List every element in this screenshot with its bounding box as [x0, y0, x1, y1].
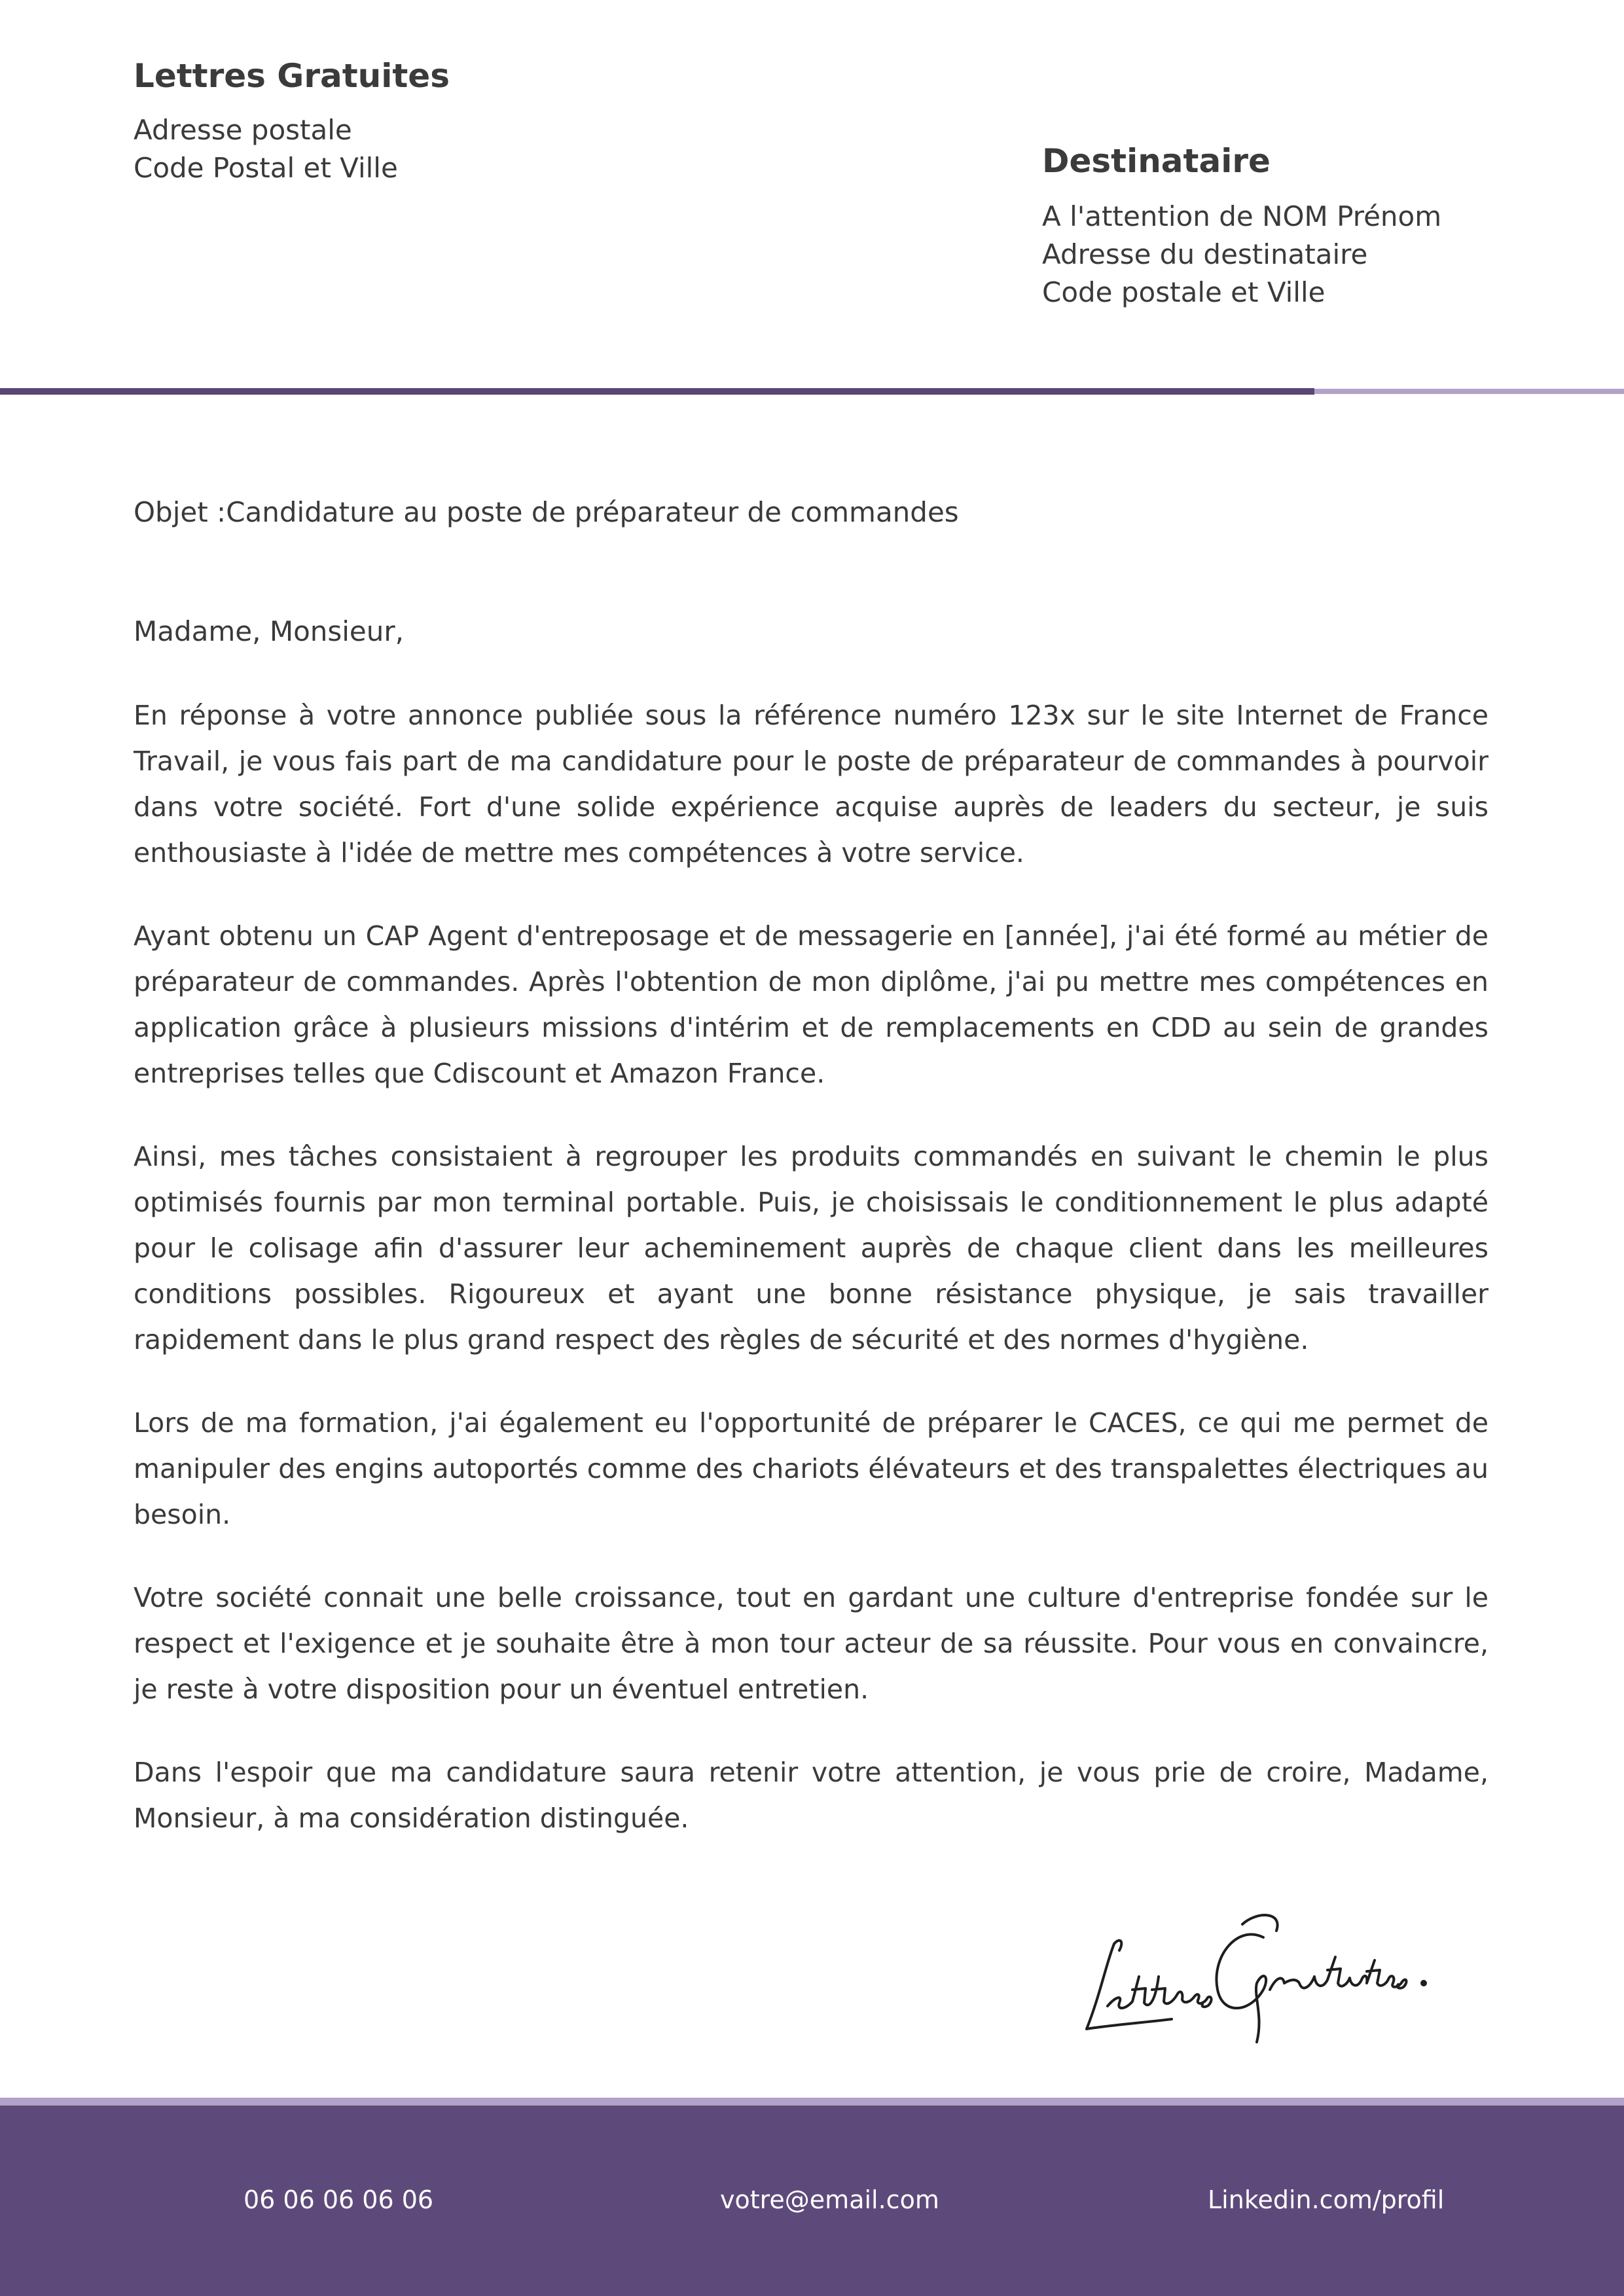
sender-name: Lettres Gratuites: [134, 57, 450, 95]
letter-subject: Objet :Candidature au poste de préparateur de commandes: [134, 496, 959, 528]
recipient-city: Code postale et Ville: [1042, 276, 1326, 308]
header-divider: [0, 388, 1314, 395]
letter-greeting: Madame, Monsieur,: [134, 615, 405, 647]
letter-paragraph: En réponse à votre annonce publiée sous la référence numéro 123x sur le site Internet de France Travail, je vous fais part de ma candidature pour le poste de préparateur de commandes à pourvoir dans votre société. Fort d'une solide expérience acquise auprès de leaders du secteur, je suis enthousiaste à l'idée de mettre mes compétences à votre service.: [134, 700, 1489, 869]
footer-phone: 06 06 06 06 06: [244, 2185, 434, 2214]
letter-paragraph: Votre société connait une belle croissance, tout en gardant une culture d'entreprise fondée sur le respect et l'exigence et je souhaite être à mon tour acteur de sa réussite. Pour vous en convaincre, je reste à votre disposition pour un éventuel entretien.: [134, 1582, 1489, 1705]
sender-address: Adresse postale: [134, 114, 352, 146]
footer-accent-bar: [0, 2098, 1624, 2106]
footer: [0, 2106, 1624, 2296]
letter-paragraph: Ayant obtenu un CAP Agent d'entreposage et de messagerie en [année], j'ai été formé au métier de préparateur de commandes. Après l'obtention de mon diplôme, j'ai pu mettre mes compétences en application grâce à plusieurs missions d'intérim et de remplacements en CDD au sein de grandes entreprises telles que Cdiscount et Amazon France.: [134, 920, 1489, 1089]
letter-paragraph: Ainsi, mes tâches consistaient à regrouper les produits commandés en suivant le chemin le plus optimisés fournis par mon terminal portable. Puis, je choisissais le conditionnement le plus adapté pour le colisage afin d'assurer leur acheminement auprès de chaque client dans les meilleures conditions possibles. Rigoureux et ayant une bonne résistance physique, je sais travailler rapidement dans le plus grand respect des règles de sécurité et des normes d'hygiène.: [134, 1141, 1489, 1355]
recipient-attention: A l'attention de NOM Prénom: [1042, 200, 1442, 232]
header-divider-accent: [1314, 389, 1624, 394]
footer-email[interactable]: votre@email.com: [720, 2185, 939, 2214]
footer-linkedin[interactable]: Linkedin.com/profil: [1208, 2185, 1445, 2214]
recipient-address: Adresse du destinataire: [1042, 238, 1368, 270]
sender-block: [134, 54, 450, 187]
handwritten-signature: [1067, 1885, 1447, 2055]
recipient-block: [1042, 139, 1441, 312]
recipient-title: Destinataire: [1042, 142, 1271, 180]
sender-city: Code Postal et Ville: [134, 152, 398, 184]
letter-paragraph: Lors de ma formation, j'ai également eu l'opportunité de préparer le CACES, ce qui me permet de manipuler des engins autoportés comme des chariots élévateurs et des transpalettes électriques au besoin.: [134, 1407, 1489, 1530]
letter-body: [134, 692, 1489, 1878]
letter-paragraph: Dans l'espoir que ma candidature saura retenir votre attention, je vous prie de croire, Madame, Monsieur, à ma considération distinguée.: [134, 1757, 1489, 1834]
